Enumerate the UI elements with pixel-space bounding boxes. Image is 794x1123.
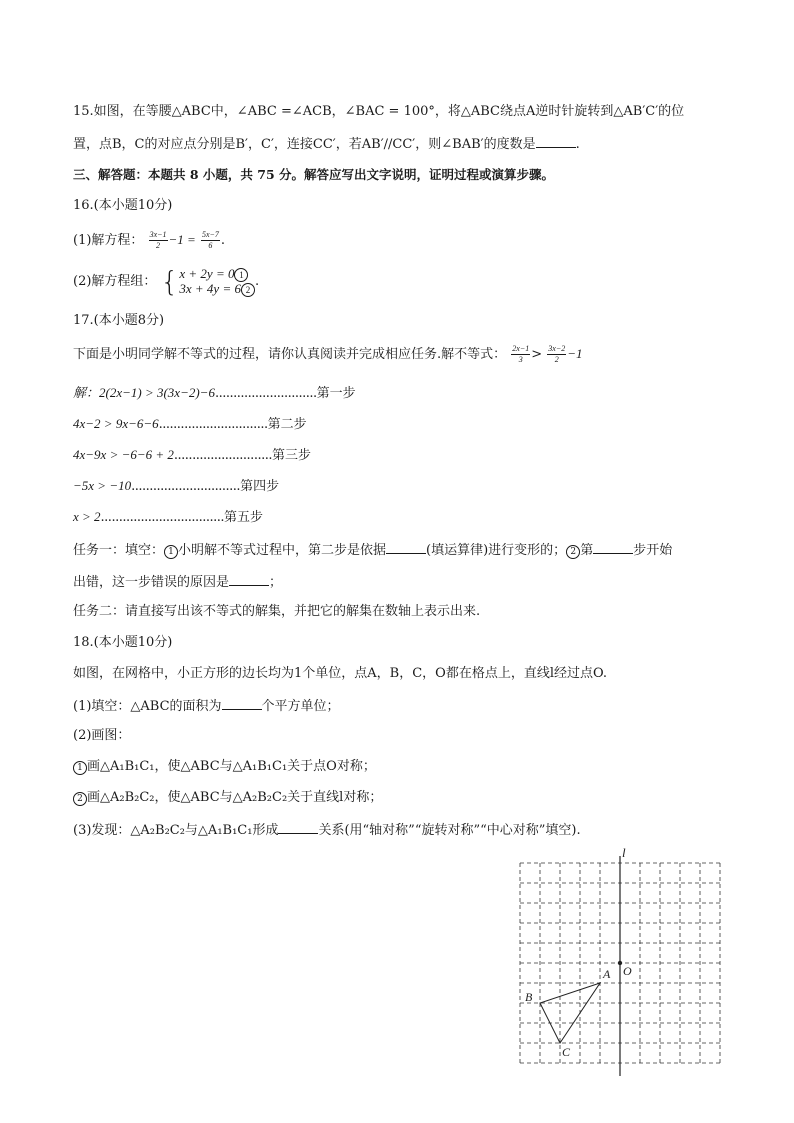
q17-frac2-den: 2: [554, 355, 559, 364]
q17-intro: [73, 344, 583, 365]
task1-text: ；: [269, 575, 283, 590]
circled-number-icon: 2: [241, 283, 255, 297]
q17-step: [73, 477, 279, 496]
step-label: 第一步: [316, 386, 356, 401]
q16-eq2: 3x + 4y = 6: [179, 281, 241, 296]
q15-line1: 15.如图，在等腰△ABC中，∠ABC =∠ACB，∠BAC = 100°，将△ABC绕点A逆时针旋转到△AB′C′的位: [73, 104, 685, 119]
q17-task2: 任务二：请直接写出该不等式的解集，并把它的解集在数轴上表示出来.: [73, 604, 481, 619]
q17-gt: >: [531, 347, 543, 362]
step-dots: ............................: [214, 386, 317, 401]
task1-text: 第: [580, 543, 594, 558]
circled-number-icon: 2: [73, 792, 87, 806]
q17-frac1-den: 3: [518, 355, 523, 364]
q17-frac1: [511, 344, 530, 365]
circled-number-icon: 1: [73, 761, 87, 775]
q17-step: [73, 508, 263, 527]
q16-frac1-den: 2: [156, 241, 161, 250]
q16-p2-end: .: [254, 274, 260, 289]
task1-text: 步开始: [633, 543, 673, 558]
circled-number-icon: 1: [164, 545, 178, 559]
q16-frac2-den: 6: [208, 241, 213, 250]
q16-p1-end: .: [220, 233, 226, 248]
q18-p1-text: (1)填空：△ABC的面积为: [73, 699, 222, 714]
task1-text: 小明解不等式过程中，第二步是依据: [178, 543, 387, 558]
q17-step: [73, 415, 307, 434]
q18-part2-2: [73, 789, 382, 807]
q16-frac1-num: 3x−1: [149, 230, 167, 239]
equation-system: [161, 267, 255, 297]
circled-number-icon: 1: [234, 268, 248, 282]
step-label: 第五步: [224, 510, 264, 525]
q18-p3-text: (3)发现：△A₂B₂C₂与△A₁B₁C₁形成: [73, 823, 279, 838]
q18-p3-text: 关系(用“轴对称”“旋转对称”“中心对称”填空).: [318, 823, 581, 838]
step-label: 第二步: [267, 417, 307, 432]
q17-header: 17.(本小题8分): [73, 313, 165, 328]
q17-task1: [73, 540, 672, 560]
q17-frac2-num: 3x−2: [548, 344, 566, 353]
q16-part2: [73, 267, 259, 297]
grid-figure: [510, 842, 730, 1082]
q17-step: [73, 446, 311, 465]
step-expression: 4x−2 > 9x−6−6: [73, 416, 159, 431]
label-c: C: [562, 1045, 571, 1059]
task1-text: 出错，这一步错误的原因是: [73, 575, 230, 590]
q16-eq1: x + 2y = 0: [179, 266, 235, 281]
brace-icon: {: [160, 265, 179, 298]
q16-p2-label: (2)解方程组：: [73, 274, 157, 289]
task1-text: (填运算律)进行变形的；: [426, 543, 567, 558]
q16-p1-mid: −1 =: [168, 232, 196, 247]
q15-line2: [73, 134, 580, 154]
q16-frac1: [149, 230, 168, 251]
q18-area-blank[interactable]: [222, 696, 262, 710]
step-expression: −5x > −10: [73, 478, 132, 493]
q18-part3: [73, 820, 581, 840]
q17-intro-end: −1: [567, 346, 583, 361]
q18-part2: (2)画图：: [73, 728, 131, 743]
q17-intro-text: 下面是小明同学解不等式的过程，请你认真阅读并完成相应任务.解不等式：: [73, 347, 507, 362]
q16-header: 16.(本小题10分): [73, 198, 173, 213]
q16-frac2-num: 5x−7: [201, 230, 219, 239]
step-expression: x > 2: [73, 509, 101, 524]
q15-line2-end: .: [575, 137, 580, 152]
step-label: 第四步: [240, 479, 280, 494]
label-a: A: [603, 967, 611, 981]
q17-frac2: [547, 344, 566, 365]
triangle-abc: [540, 983, 600, 1043]
step-dots: ..............................: [131, 479, 241, 494]
task1-blank-3[interactable]: [229, 572, 269, 586]
point-o: [618, 961, 622, 965]
task1-label: 任务一：填空：: [73, 543, 165, 558]
step-expression: 4x−9x > −6−6 + 2: [73, 447, 174, 462]
q18-part1: [73, 696, 340, 716]
q18-intro: 如图，在网格中，小正方形的边长均为1个单位，点A，B，C，O都在格点上，直线l经过点O.: [73, 666, 608, 681]
q17-step: [73, 384, 356, 403]
step-label: 第三步: [271, 448, 311, 463]
step-dots: ..................................: [100, 510, 225, 525]
q17-task1-line2: [73, 572, 282, 592]
q18-relation-blank[interactable]: [278, 820, 318, 834]
circled-number-icon: 2: [566, 545, 580, 559]
q15-answer-blank[interactable]: [536, 134, 576, 148]
q16-p1-label: (1)解方程：: [73, 233, 144, 248]
label-o: O: [623, 964, 632, 978]
q18-p2-1-text: 画△A₁B₁C₁，使△ABC与△A₁B₁C₁关于点O对称；: [87, 759, 376, 774]
section3-heading: 三、解答题：本题共 8 小题，共 75 分。解答应写出文字说明，证明过程或演算步骤。: [73, 167, 555, 182]
q16-frac2: [201, 230, 220, 251]
q18-part2-1: [73, 758, 376, 776]
step-dots: ...........................: [173, 448, 272, 463]
task1-blank-2[interactable]: [593, 540, 633, 554]
task1-blank-1[interactable]: [386, 540, 426, 554]
label-b: B: [525, 990, 533, 1004]
step-dots: ..............................: [158, 417, 268, 432]
q16-part1: [73, 230, 225, 251]
q18-header: 18.(本小题10分): [73, 635, 173, 650]
q18-p2-2-text: 画△A₂B₂C₂，使△ABC与△A₂B₂C₂关于直线l对称；: [87, 790, 383, 805]
step-expression: 解：2(2x−1) > 3(3x−2)−6: [73, 385, 215, 400]
label-l: l: [622, 845, 626, 860]
q15-line2-text: 置，点B，C的对应点分别是B′，C′，连接CC′，若AB′//CC′，则∠BAB′的度数是: [73, 137, 536, 152]
q18-p1-text: 个平方单位；: [261, 699, 340, 714]
q17-frac1-num: 2x−1: [512, 344, 530, 353]
